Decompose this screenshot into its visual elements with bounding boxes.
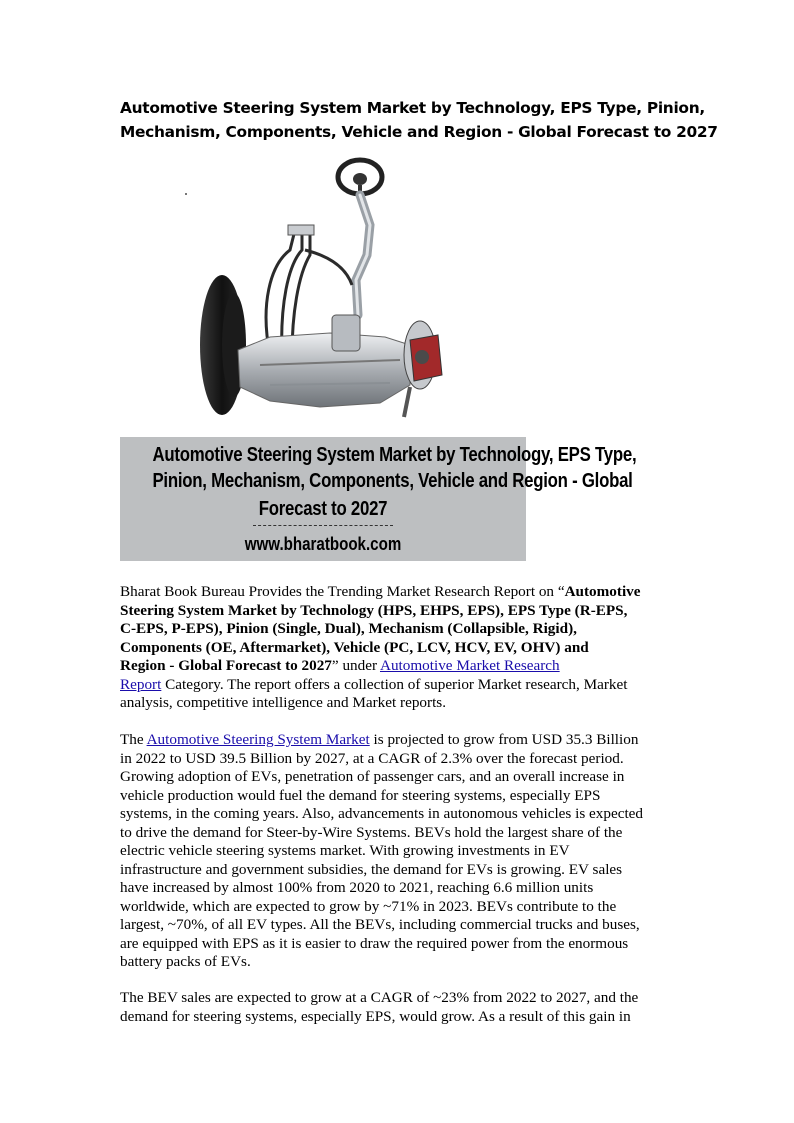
text-line: have increased by almost 100% from 2020 to 2021, reaching 6.6 million units: [120, 879, 594, 896]
stray-dot: [185, 193, 187, 195]
text-line: battery packs of EVs.: [120, 953, 251, 970]
text-line: systems, in the coming years. Also, advancements in autonomous vehicles is expected: [120, 805, 644, 822]
text-line: demand for steering systems, especially EPS, would grow. As a result of this gain in: [120, 1007, 631, 1025]
cover-image: [120, 155, 637, 561]
text-line: worldwide, which are expected to grow by ~71% in 2023. BEVs contribute to the: [120, 897, 617, 915]
title-line: Automotive Steering System Market by Technology, EPS Type, Pinion,: [120, 99, 705, 117]
document-title: [120, 96, 720, 144]
text-line: infrastructure and government subsidies, the demand for EVs is growing. EV sales: [120, 860, 623, 878]
text-line: Components (OE, Aftermarket), Vehicle (PC, LCV, HCV, EV, OHV) and: [120, 638, 589, 656]
text-line: Steering System Market by Technology (HPS, EHPS, EPS), EPS Type (R-EPS,: [120, 601, 628, 619]
banner-line: Forecast to 2027: [258, 498, 388, 520]
market-link[interactable]: Automotive Steering System Market: [146, 731, 370, 748]
text-line: vehicle production would fuel the demand for steering systems, especially EPS: [120, 786, 601, 804]
intro-paragraph: [120, 583, 680, 713]
market-paragraph: [120, 731, 680, 972]
text-line: Bharat Book Bureau Provides the Trending Market Research Report on “Automotive: [120, 583, 641, 600]
text-line: in 2022 to USD 39.5 Billion by 2027, at a CAGR of 2.3% over the forecast period.: [120, 749, 624, 767]
title-line: Mechanism, Components, Vehicle and Region - Global Forecast to 2027: [120, 123, 718, 141]
steering-system-photo: [120, 155, 526, 437]
text-line: analysis, competitive intelligence and Market reports.: [120, 694, 447, 711]
banner-line: Automotive Steering System Market by Technology, EPS Type,: [152, 444, 637, 466]
text-line: largest, ~70%, of all EV types. All the BEVs, including commercial trucks and buses,: [120, 916, 640, 933]
title-banner: [120, 437, 637, 561]
text-line: Region - Global Forecast to 2027” under Automotive Market Research: [120, 657, 560, 674]
banner-url: www.bharatbook.com: [244, 534, 402, 554]
text-line: Growing adoption of EVs, penetration of passenger cars, and an overall increase in: [120, 768, 625, 785]
text-line: electric vehicle steering systems market. With growing investments in EV: [120, 842, 570, 859]
banner-line: Pinion, Mechanism, Components, Vehicle and Region - Global: [152, 470, 633, 492]
bev-paragraph: [120, 989, 680, 1026]
category-link[interactable]: Report: [120, 675, 162, 693]
text-line: The BEV sales are expected to grow at a CAGR of ~23% from 2022 to 2027, and the: [120, 989, 639, 1006]
text-line: are equipped with EPS as it is easier to draw the required power from the enormous: [120, 934, 629, 952]
category-link[interactable]: Automotive Market Research: [379, 657, 560, 674]
text-line: C-EPS, P-EPS), Pinion (Single, Dual), Mechanism (Collapsible, Rigid),: [120, 620, 577, 637]
banner-divider: [253, 525, 393, 526]
text-line: The Automotive Steering System Market is projected to grow from USD 35.3 Billion: [120, 731, 639, 748]
text-line: to drive the demand for Steer-by-Wire Systems. BEVs hold the largest share of the: [120, 823, 623, 841]
text-line: Report Category. The report offers a collection of superior Market research, Market: [120, 675, 628, 693]
